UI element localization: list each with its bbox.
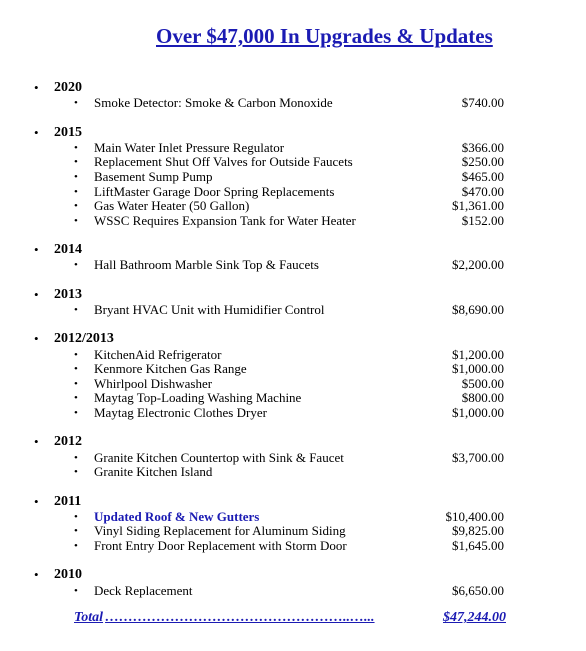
- item-label: Front Entry Door Replacement with Storm Door: [94, 537, 347, 553]
- year-row: [34, 125, 514, 141]
- list-item: [34, 155, 514, 170]
- bullet-icon: •: [74, 259, 78, 272]
- list-item: [34, 170, 514, 185]
- year-row: [34, 331, 514, 347]
- item-label: Whirlpool Dishwasher: [94, 375, 213, 391]
- item-price: $465.00: [461, 169, 504, 185]
- year-section: [34, 494, 514, 554]
- list-item: [34, 141, 514, 156]
- item-label: Hall Bathroom Marble Sink Top & Faucets: [94, 257, 319, 273]
- list-item: [34, 347, 514, 362]
- year-section: [34, 287, 514, 318]
- year-section: [34, 331, 514, 420]
- list-item: [34, 510, 514, 525]
- item-price: $800.00: [461, 390, 504, 406]
- item-price: $1,000.00: [452, 405, 504, 421]
- item-label: Maytag Electronic Clothes Dryer: [94, 405, 267, 421]
- bullet-icon: •: [74, 185, 78, 198]
- bullet-icon: •: [74, 407, 78, 420]
- year-row: [34, 287, 514, 303]
- year-heading: 2014: [54, 242, 82, 258]
- item-price: $9,825.00: [452, 523, 504, 539]
- bullet-icon: •: [74, 392, 78, 405]
- list-item: [34, 303, 514, 318]
- year-heading: 2020: [54, 80, 82, 95]
- item-price: $500.00: [461, 375, 504, 391]
- year-heading: 2010: [54, 567, 82, 583]
- bullet-icon: •: [34, 434, 39, 450]
- item-label: Basement Sump Pump: [94, 169, 213, 185]
- item-label: Smoke Detector: Smoke & Carbon Monoxide: [94, 95, 333, 111]
- item-price: $152.00: [461, 212, 504, 228]
- item-label: Gas Water Heater (50 Gallon): [94, 198, 250, 214]
- item-price: $2,200.00: [452, 257, 504, 273]
- bullet-icon: •: [74, 584, 78, 597]
- item-label: LiftMaster Garage Door Spring Replacements: [94, 183, 335, 199]
- item-price: $1,645.00: [452, 537, 504, 553]
- upgrades-list: [34, 80, 514, 612]
- year-section: [34, 125, 514, 229]
- year-section: [34, 434, 514, 479]
- bullet-icon: •: [74, 377, 78, 390]
- list-item: [34, 465, 514, 480]
- list-item: [34, 377, 514, 392]
- year-heading: 2012: [54, 434, 82, 450]
- item-label: Deck Replacement: [94, 582, 193, 598]
- list-item: [34, 391, 514, 406]
- item-price: $250.00: [461, 154, 504, 170]
- item-label: KitchenAid Refrigerator: [94, 346, 222, 362]
- total-label: Total: [74, 610, 104, 625]
- list-item: [34, 96, 514, 111]
- bullet-icon: •: [74, 214, 78, 227]
- item-price: $470.00: [461, 183, 504, 199]
- year-row: [34, 80, 514, 96]
- item-price: $10,400.00: [445, 508, 504, 524]
- item-price: $8,690.00: [452, 302, 504, 318]
- item-price: $1,200.00: [452, 346, 504, 362]
- list-item: [34, 583, 514, 598]
- year-heading: 2015: [54, 124, 82, 140]
- list-item: [34, 258, 514, 273]
- bullet-icon: •: [74, 348, 78, 361]
- bullet-icon: •: [34, 567, 39, 583]
- list-item: [34, 539, 514, 554]
- item-label: Replacement Shut Off Valves for Outside Faucets: [94, 154, 353, 170]
- list-item: [34, 199, 514, 214]
- item-label: Granite Kitchen Countertop with Sink & Faucet: [94, 449, 344, 465]
- year-row: [34, 242, 514, 258]
- bullet-icon: •: [34, 124, 39, 140]
- bullet-icon: •: [74, 525, 78, 538]
- year-heading: 2012/2013: [54, 331, 114, 347]
- item-price: $1,000.00: [452, 361, 504, 377]
- total-leader: ……………………………………………..…...: [105, 610, 375, 625]
- item-price: $1,361.00: [452, 198, 504, 214]
- list-item: [34, 524, 514, 539]
- bullet-icon: •: [34, 242, 39, 258]
- item-label: Bryant HVAC Unit with Humidifier Control: [94, 302, 325, 318]
- bullet-icon: •: [74, 156, 78, 169]
- item-price: $6,650.00: [452, 582, 504, 598]
- bullet-icon: •: [74, 97, 78, 110]
- list-item: [34, 362, 514, 377]
- year-row: [34, 494, 514, 510]
- bullet-icon: •: [74, 510, 78, 523]
- bullet-icon: •: [74, 171, 78, 184]
- item-label: Updated Roof & New Gutters: [94, 508, 260, 524]
- bullet-icon: •: [74, 539, 78, 552]
- item-price: $366.00: [461, 139, 504, 155]
- bullet-icon: •: [74, 304, 78, 317]
- total-amount: $47,244.00: [443, 610, 506, 625]
- bullet-icon: •: [34, 493, 39, 509]
- year-row: [34, 434, 514, 450]
- year-row: [34, 567, 514, 583]
- year-heading: 2011: [54, 493, 82, 509]
- item-label: Vinyl Siding Replacement for Aluminum Siding: [94, 523, 346, 539]
- item-label: WSSC Requires Expansion Tank for Water Heater: [94, 212, 356, 228]
- list-item: [34, 450, 514, 465]
- item-label: Kenmore Kitchen Gas Range: [94, 361, 247, 377]
- item-price: $740.00: [461, 95, 504, 111]
- bullet-icon: •: [34, 286, 39, 302]
- bullet-icon: •: [74, 466, 78, 479]
- total-row: [74, 610, 506, 626]
- item-label: Main Water Inlet Pressure Regulator: [94, 139, 285, 155]
- list-item: [34, 184, 514, 199]
- bullet-icon: •: [74, 451, 78, 464]
- item-price: $3,700.00: [452, 449, 504, 465]
- list-item: [34, 214, 514, 229]
- list-item: [34, 406, 514, 421]
- bullet-icon: •: [34, 331, 39, 347]
- bullet-icon: •: [34, 80, 39, 95]
- item-label: Granite Kitchen Island: [94, 464, 213, 480]
- year-section: [34, 242, 514, 273]
- item-label: Maytag Top-Loading Washing Machine: [94, 390, 302, 406]
- bullet-icon: •: [74, 363, 78, 376]
- year-heading: 2013: [54, 286, 82, 302]
- bullet-icon: •: [74, 200, 78, 213]
- bullet-icon: •: [74, 141, 78, 154]
- page-title: Over $47,000 In Upgrades & Updates: [156, 24, 493, 48]
- year-section: [34, 567, 514, 598]
- year-section: [34, 80, 514, 111]
